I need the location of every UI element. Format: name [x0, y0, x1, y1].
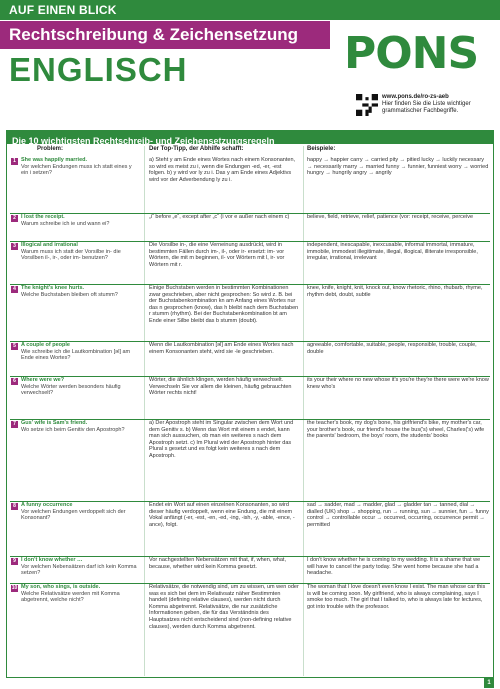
- rule-examples: [307, 242, 489, 262]
- rule-question: Wie schreibe ich die Lautkombination [əl] am Ende eines Wortes?: [21, 348, 131, 362]
- rule-number: 7: [11, 421, 18, 428]
- rule-row: [7, 501, 493, 556]
- rule-tip: Endet ein Wort auf einen einzelnen Konsonanten, so wird dieser häufig verdoppelt, wenn eine Endung, die mit einem Vokal anfängt (-er, -est, -en, -ed, -ing, -ish, -y, -able, -ence, -ance), folgt.: [149, 502, 295, 528]
- rule-question: Warum schreibe ich ie und wann ei?: [21, 220, 110, 227]
- example-a: independent, inescapable, inexcusable, informal: [307, 242, 425, 248]
- col-problem: Problem:: [37, 146, 64, 152]
- row-divider: [10, 213, 490, 214]
- page-title: ENGLISCH: [9, 51, 188, 88]
- rule-examples: [307, 285, 489, 298]
- row-divider: [10, 583, 490, 584]
- row-divider: [10, 501, 490, 502]
- rule-tip: Wörter, die ähnlich klingen, werden häufig verwechselt. Verwechseln Sie vor allem die kleinen, häufig gebrauchten Wörter rechts nicht!: [149, 377, 292, 397]
- rule-problem: [21, 285, 139, 298]
- rule-problem: [21, 157, 139, 177]
- rule-title: A funny occurrence: [21, 502, 73, 508]
- rule-row: [7, 213, 493, 241]
- row-divider: [10, 341, 490, 342]
- example-a: agreeable, comfortable, suitable, people, responsible, trouble, couple, double: [307, 342, 477, 355]
- subtitle-band: [0, 21, 330, 49]
- col-example: Beispiele:: [307, 146, 336, 152]
- rule-examples: [307, 584, 489, 610]
- rule-row: [7, 556, 493, 583]
- example-b: My girlfriend, who is always complaining, says I smoke too much. The girl that I talked to, who is always late for lectures, got into trouble with the professor.: [307, 590, 483, 610]
- example-b: the parents' bedroom, the boys' room, the students' books: [307, 433, 449, 440]
- qr-text: Hier finden Sie die Liste wichtiger grammatischer Fachbegriffe.: [382, 101, 471, 114]
- row-divider: [10, 241, 490, 242]
- qr-caption: [382, 94, 498, 115]
- rule-title: Illogical and irrational: [21, 242, 78, 248]
- rule-number: 10: [11, 585, 18, 591]
- rule-title: I don't know whether …: [21, 557, 83, 563]
- rule-number: 8: [11, 503, 18, 510]
- rule-number: 2: [11, 215, 18, 222]
- rule-problem: [21, 502, 139, 522]
- rule-tip: „i“ before „e“, except after „c“ (i vor e außer nach einem c): [149, 214, 290, 220]
- rule-tip: Wenn die Lautkombination [əl] am Ende eines Wortes nach einem Konsonanten steht, wird sie -le geschrieben.: [149, 342, 294, 355]
- band-label: AUF EINEN BLICK: [9, 3, 117, 17]
- rule-row: [7, 284, 493, 341]
- rule-problem: [21, 420, 139, 433]
- rule-number: 4: [11, 286, 18, 293]
- rule-title: Gus' wife is Sam's friend.: [21, 420, 88, 426]
- rule-tip: a) Der Apostroph steht im Singular zwischen dem Wort und dem Genitiv s. b) Wenn das Wort mit einem s endet, kann man sich aussuchen, ob man ein weiteres s nach dem Apostroph setzt. c) Im Plural wird der Apostroph hinter das Plural s gesetzt und es folgt kein weiteres s nach dem Apostroph.: [149, 420, 294, 459]
- rule-examples: [307, 157, 489, 177]
- rule-row: [7, 341, 493, 376]
- example-a: I don't know whether he is coming to my wedding. It is a shame that we will have to cancel the party today. She went home because she had a headache.: [307, 557, 481, 577]
- rule-title: A couple of people: [21, 342, 70, 348]
- rule-row: [7, 583, 493, 676]
- example-a: its your their where no new whose: [307, 377, 391, 383]
- row-divider: [10, 556, 490, 557]
- rules-panel: [6, 130, 494, 678]
- rule-title: I lost the receipt.: [21, 214, 65, 220]
- example-a: happy → happier carry → carried pity → pitied lucky → luckily necessary → necessarily: [307, 157, 484, 170]
- rule-examples: [307, 502, 489, 528]
- example-b: debt, doubt, subtle: [325, 291, 371, 298]
- rule-question: Welche Buchstaben bleiben oft stumm?: [21, 291, 118, 298]
- rule-tip: a) Steht y am Ende eines Wortes nach einem Konsonanten, so wird es meist zu i, wenn die Endungen -ed, -er, -est folgen. b) y wird vor ly zu i. Das y am Ende eines Adjektivs wird vor der Adverbendung ly zu i.: [149, 157, 296, 183]
- rule-question: Wo setze ich beim Genitiv den Apostroph?: [21, 426, 125, 433]
- page-number: 1: [484, 678, 494, 688]
- rule-problem: [21, 242, 139, 262]
- qr-code-icon: [356, 94, 378, 116]
- pons-logo-icon: PONS: [344, 28, 479, 79]
- rule-question: Vor welchen Endungen muss ich statt eines y ein i setzen?: [21, 163, 132, 177]
- rule-row: [7, 376, 493, 419]
- panel-header: [7, 131, 493, 144]
- example-a: knee, knife, knight, knit, knock out, know rhetoric, rhino, rhubarb, rhyme, rhythm: [307, 285, 483, 298]
- rule-number: 6: [11, 378, 18, 385]
- rule-question: Warum muss ich statt der Vorsilbe in- die Vorsilben il-, ir-, oder im- benutzen?: [21, 248, 121, 262]
- pons-logo: [344, 26, 494, 84]
- panel-title: Die 10 wichtigsten Rechtschreib- und Zeichensetzungsregeln: [12, 136, 275, 146]
- rule-problem: [21, 214, 139, 227]
- row-divider: [10, 376, 490, 377]
- rule-tip: Die Vorsilbe in-, die eine Verneinung ausdrückt, wird in bestimmten Fällen durch im-, il-, oder ir- ersetzt: im- vor Wörtern, die mit m beginnen, il- vor Wörtern mit l, ir- vor Wörtern mit r.: [149, 242, 285, 268]
- rule-problem: [21, 342, 139, 362]
- rule-examples: [307, 342, 489, 355]
- rule-row: [7, 156, 493, 213]
- qr-url[interactable]: www.pons.de/ro-zs-aeb: [382, 94, 449, 100]
- rule-examples: [307, 557, 489, 577]
- rule-row: [7, 419, 493, 501]
- example-b: marry → married funny → funnier, funniest worry → worried hungry → hungrily angry → angrily: [307, 163, 489, 177]
- example-a: the teacher's book, my dog's bone, his girlfriend's bike, my mother's car, your brother's book, our friend's house the bus('s) wheel, Charles('s) wife: [307, 420, 485, 433]
- rule-number: 9: [11, 558, 18, 565]
- rule-problem: [21, 377, 139, 397]
- row-divider: [10, 419, 490, 420]
- rule-question: Welche Wörter werden besonders häufig verwechselt?: [21, 383, 121, 397]
- top-band: [0, 0, 500, 20]
- rule-examples: [307, 420, 489, 440]
- rule-number: 3: [11, 243, 18, 250]
- rule-title: The knight's knee hurts.: [21, 285, 85, 291]
- rule-examples: [307, 214, 489, 221]
- rule-tip: Vor nachgestellten Nebensätzen mit that, if, when, what, because, whether wird kein Komma gesetzt.: [149, 557, 286, 570]
- rule-row: [7, 241, 493, 284]
- example-b: immortal, immature, immobile, immodest illegitimate, illegal, illogical, illiterate irresponsible, irregular, irrational, irrelevant: [307, 242, 478, 262]
- rule-problem: [21, 557, 139, 577]
- rule-number: 5: [11, 343, 18, 350]
- example-b: (vor: receipt, receive, perceive: [399, 214, 474, 220]
- rule-question: Vor welchen Nebensätzen darf ich kein Komma setzen?: [21, 563, 137, 577]
- rule-question: Welche Relativsätze werden mit Komma abgetrennt, welche nicht?: [21, 590, 120, 604]
- rule-number: 1: [11, 158, 18, 165]
- rule-problem: [21, 584, 139, 604]
- row-divider: [10, 284, 490, 285]
- rule-tip: Relativsätze, die notwendig sind, um zu wissen, um wen oder was es sich bei dem im Relativsatz näher Bestimmten handelt (defining relative clauses), werden nicht durch Komma abgetrennt. Relativsätze, die nur zusätzliche Informationen geben, die für das Verständnis des Hauptsatzes nicht entscheidend sind (non-defining relative clauses), werden durch Komma abgetrennt.: [149, 584, 299, 630]
- rule-examples: [307, 377, 489, 390]
- rule-tip: Einige Buchstaben werden in bestimmten Kombinationen zwar geschrieben, aber nicht gesprochen: So wird z. B. bei der Buchstabenkombination kn am Anfang eines Wortes nur das n gesprochen (know), das h bleibt nach dem Buchstaben r stumm (rhythm). Bei der Buchstabenkombination bt am Ende einer Silbe bleibt das b stumm (doubt).: [149, 285, 299, 324]
- rule-question: Vor welchen Endungen verdoppelt sich der Konsonant?: [21, 508, 126, 522]
- example-a: believe, field, retrieve, relief, patience: [307, 214, 398, 220]
- subtitle: Rechtschreibung & Zeichensetzung: [9, 25, 299, 44]
- example-a: The woman that I love doesn't even know I exist. The man whose car this is will be coming soon.: [307, 584, 486, 597]
- example-b: it's you're they're there were we're know knew who's: [307, 377, 489, 390]
- example-a: sad → sadder, mad → madder, glad → gladder tan → tanned, dial → dialled (UK) shop → shopping, run → running, sun → sunnier, fun → funny control → controllable occur → occurred, occurring, occurrence permit → permitted: [307, 502, 489, 528]
- rule-title: My son, who sings, is outside.: [21, 584, 101, 590]
- rule-title: She was happily married.: [21, 157, 88, 163]
- col-tip: Der Top-Tipp, der Abhilfe schafft:: [149, 146, 244, 152]
- rule-title: Where were we?: [21, 377, 65, 383]
